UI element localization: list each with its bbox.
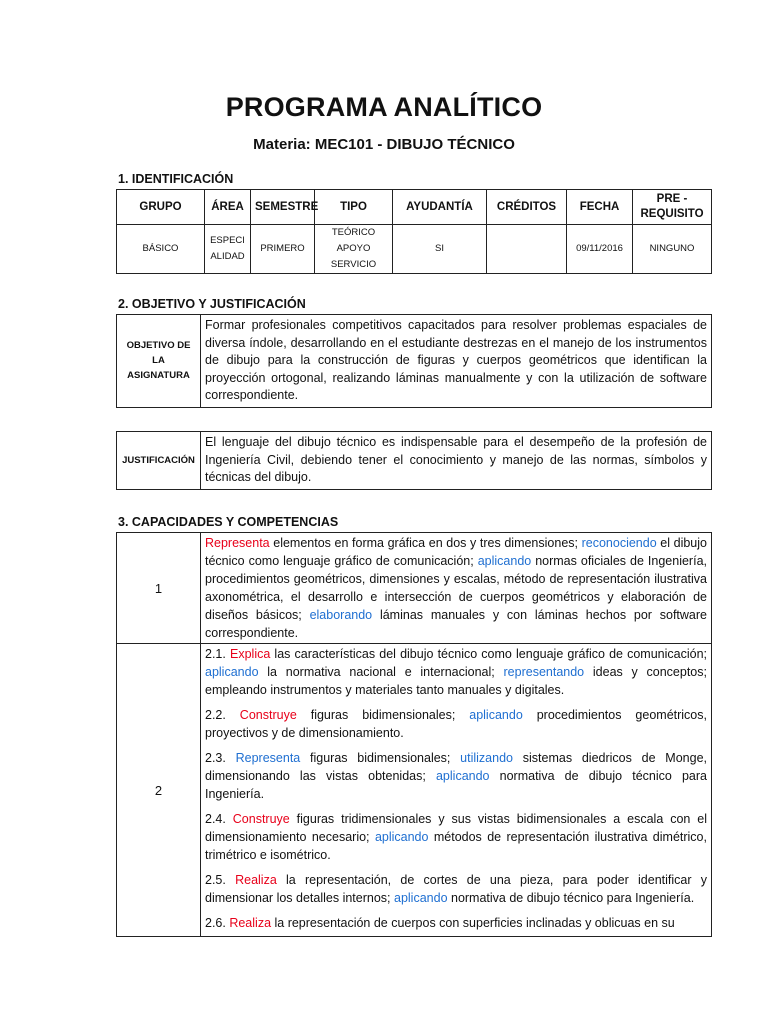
value-cell — [487, 225, 567, 274]
body-text: 2.6. — [205, 916, 230, 930]
capacidad-row — [117, 644, 712, 937]
body-text: 2.5. — [205, 873, 236, 887]
header-cell: SEMESTRE — [251, 190, 315, 225]
keyword-text: aplicando — [477, 554, 532, 568]
body-text: figuras tridimensionales y sus vistas bidimensionales a escala con el dimensionamiento necesario; — [205, 812, 707, 844]
justificacion-label: JUSTIFICACIÓN — [117, 432, 201, 490]
body-text: sistemas diedricos de Monge, dimensionando las vistas obtenidas; — [205, 751, 707, 783]
capacidad-paragraph — [205, 645, 707, 699]
body-text: las características del dibujo técnico como lenguaje gráfico de comunicación; — [270, 647, 708, 661]
keyword-text: Representa — [205, 536, 270, 550]
keyword-text: aplicando — [374, 830, 429, 844]
body-text: 2.4. — [205, 812, 233, 826]
capacidad-paragraph — [205, 706, 707, 742]
page-subtitle: Materia: MEC101 - DIBUJO TÉCNICO — [253, 136, 515, 153]
keyword-text: aplicando — [469, 708, 523, 722]
keyword-text: Construye — [232, 812, 290, 826]
capacidad-number: 2 — [117, 644, 201, 937]
body-text: figuras bidimensionales; — [296, 708, 470, 722]
keyword-text: Realiza — [235, 873, 277, 887]
header-cell: CRÉDITOS — [487, 190, 567, 225]
body-text: normativa de dibujo técnico para Ingeniería. — [447, 891, 695, 905]
objetivo-label: OBJETIVO DE LA ASIGNATURA — [117, 315, 201, 408]
value-cell: SI — [393, 225, 487, 274]
keyword-text: reconociendo — [581, 536, 657, 550]
body-text: figuras bidimensionales; — [300, 751, 461, 765]
capacidades-table — [116, 532, 712, 937]
header-cell: PRE - REQUISITO — [633, 190, 712, 225]
body-text: 2.2. — [205, 708, 240, 722]
section-heading-identificacion: 1. IDENTIFICACIÓN — [118, 172, 234, 186]
header-cell: TIPO — [315, 190, 393, 225]
identificacion-header-row — [117, 190, 712, 225]
value-cell: 09/11/2016 — [567, 225, 633, 274]
page-title: PROGRAMA ANALÍTICO — [225, 92, 543, 122]
identificacion-table — [116, 189, 712, 274]
body-text: la normativa nacional e internacional; — [258, 665, 504, 679]
body-text: la representación, de cortes de una pieza, para poder identificar y dimensionar los detalles internos; — [205, 873, 708, 905]
body-text: normativa de dibujo técnico para Ingeniería. — [205, 769, 707, 801]
keyword-text: Representa — [235, 751, 301, 765]
justificacion-text: El lenguaje del dibujo técnico es indispensable para el desempeño de la profesión de Ingeniería Civil, debiendo tener el conocimiento y manejo de las normas, símbolos y técnicas del dibujo. — [201, 432, 712, 490]
keyword-text: utilizando — [460, 751, 513, 765]
keyword-text: aplicando — [205, 665, 259, 679]
capacidad-text — [201, 533, 712, 644]
body-text: la representación de cuerpos con superficies inclinadas y oblicuas en su — [271, 916, 675, 930]
value-cell: NINGUNO — [633, 225, 712, 274]
body-text: elementos en forma gráfica en dos y tres dimensiones; — [269, 536, 582, 550]
body-text: métodos de representación ilustrativa dimétrico, trimétrico e isométrico. — [205, 830, 707, 862]
section-heading-capacidades: 3. CAPACIDADES Y COMPETENCIAS — [118, 515, 339, 529]
objetivo-text: Formar profesionales competitivos capacitados para resolver problemas espaciales de diversa índole, desarrollando en el estudiante destrezas en el manejo de los instrumentos de dibujo para la construcción de figuras y cuerpos geométricos que identifican la proyección ortogonal, realizando láminas manualmente y con la utilización de software correspondiente. — [201, 315, 712, 408]
body-text: láminas manuales y con láminas hechos por software correspondiente. — [205, 608, 707, 640]
keyword-text: Realiza — [229, 916, 272, 930]
body-text: ideas y conceptos; empleando instrumentos y materiales tanto manuales y digitales. — [205, 665, 707, 697]
body-text: 2.3. — [205, 751, 236, 765]
capacidad-paragraph — [205, 914, 707, 932]
value-cell: TEÓRICO APOYO SERVICIO — [315, 225, 393, 274]
value-cell: BÁSICO — [117, 225, 205, 274]
header-cell: ÁREA — [205, 190, 251, 225]
section-heading-objetivo: 2. OBJETIVO Y JUSTIFICACIÓN — [118, 297, 306, 311]
value-cell: PRIMERO — [251, 225, 315, 274]
keyword-text: aplicando — [435, 769, 490, 783]
identificacion-value-row — [117, 225, 712, 274]
capacidad-paragraph — [205, 810, 707, 864]
keyword-text: Construye — [239, 708, 297, 722]
keyword-text: representando — [503, 665, 585, 679]
capacidad-paragraph — [205, 749, 707, 803]
keyword-text: elaborando — [309, 608, 373, 622]
keyword-text: aplicando — [394, 891, 448, 905]
body-text: normas oficiales de Ingeniería, procedimientos geométricos, dimensiones y escalas, método de representación ilustrativa axonométrica, el desarrollo e intersección de cuerpos geométricos y elaboración de diseños básicos; — [205, 554, 707, 622]
body-text: procedimientos geométricos, proyectivos y de dimensionamiento. — [205, 708, 707, 740]
body-text: 2.1. — [205, 647, 230, 661]
body-text: el dibujo técnico como lenguaje gráfico de comunicación; — [205, 536, 707, 568]
header-cell: AYUDANTÍA — [393, 190, 487, 225]
value-cell: ESPECIALIDAD — [205, 225, 251, 274]
capacidad-row — [117, 533, 712, 644]
justificacion-table — [116, 431, 712, 490]
header-cell: GRUPO — [117, 190, 205, 225]
capacidad-number: 1 — [117, 533, 201, 644]
capacidad-text — [201, 644, 712, 937]
capacidad-paragraph — [205, 534, 707, 642]
capacidad-paragraph — [205, 871, 707, 907]
objetivo-table — [116, 314, 712, 408]
header-cell: FECHA — [567, 190, 633, 225]
keyword-text: Explica — [230, 647, 271, 661]
